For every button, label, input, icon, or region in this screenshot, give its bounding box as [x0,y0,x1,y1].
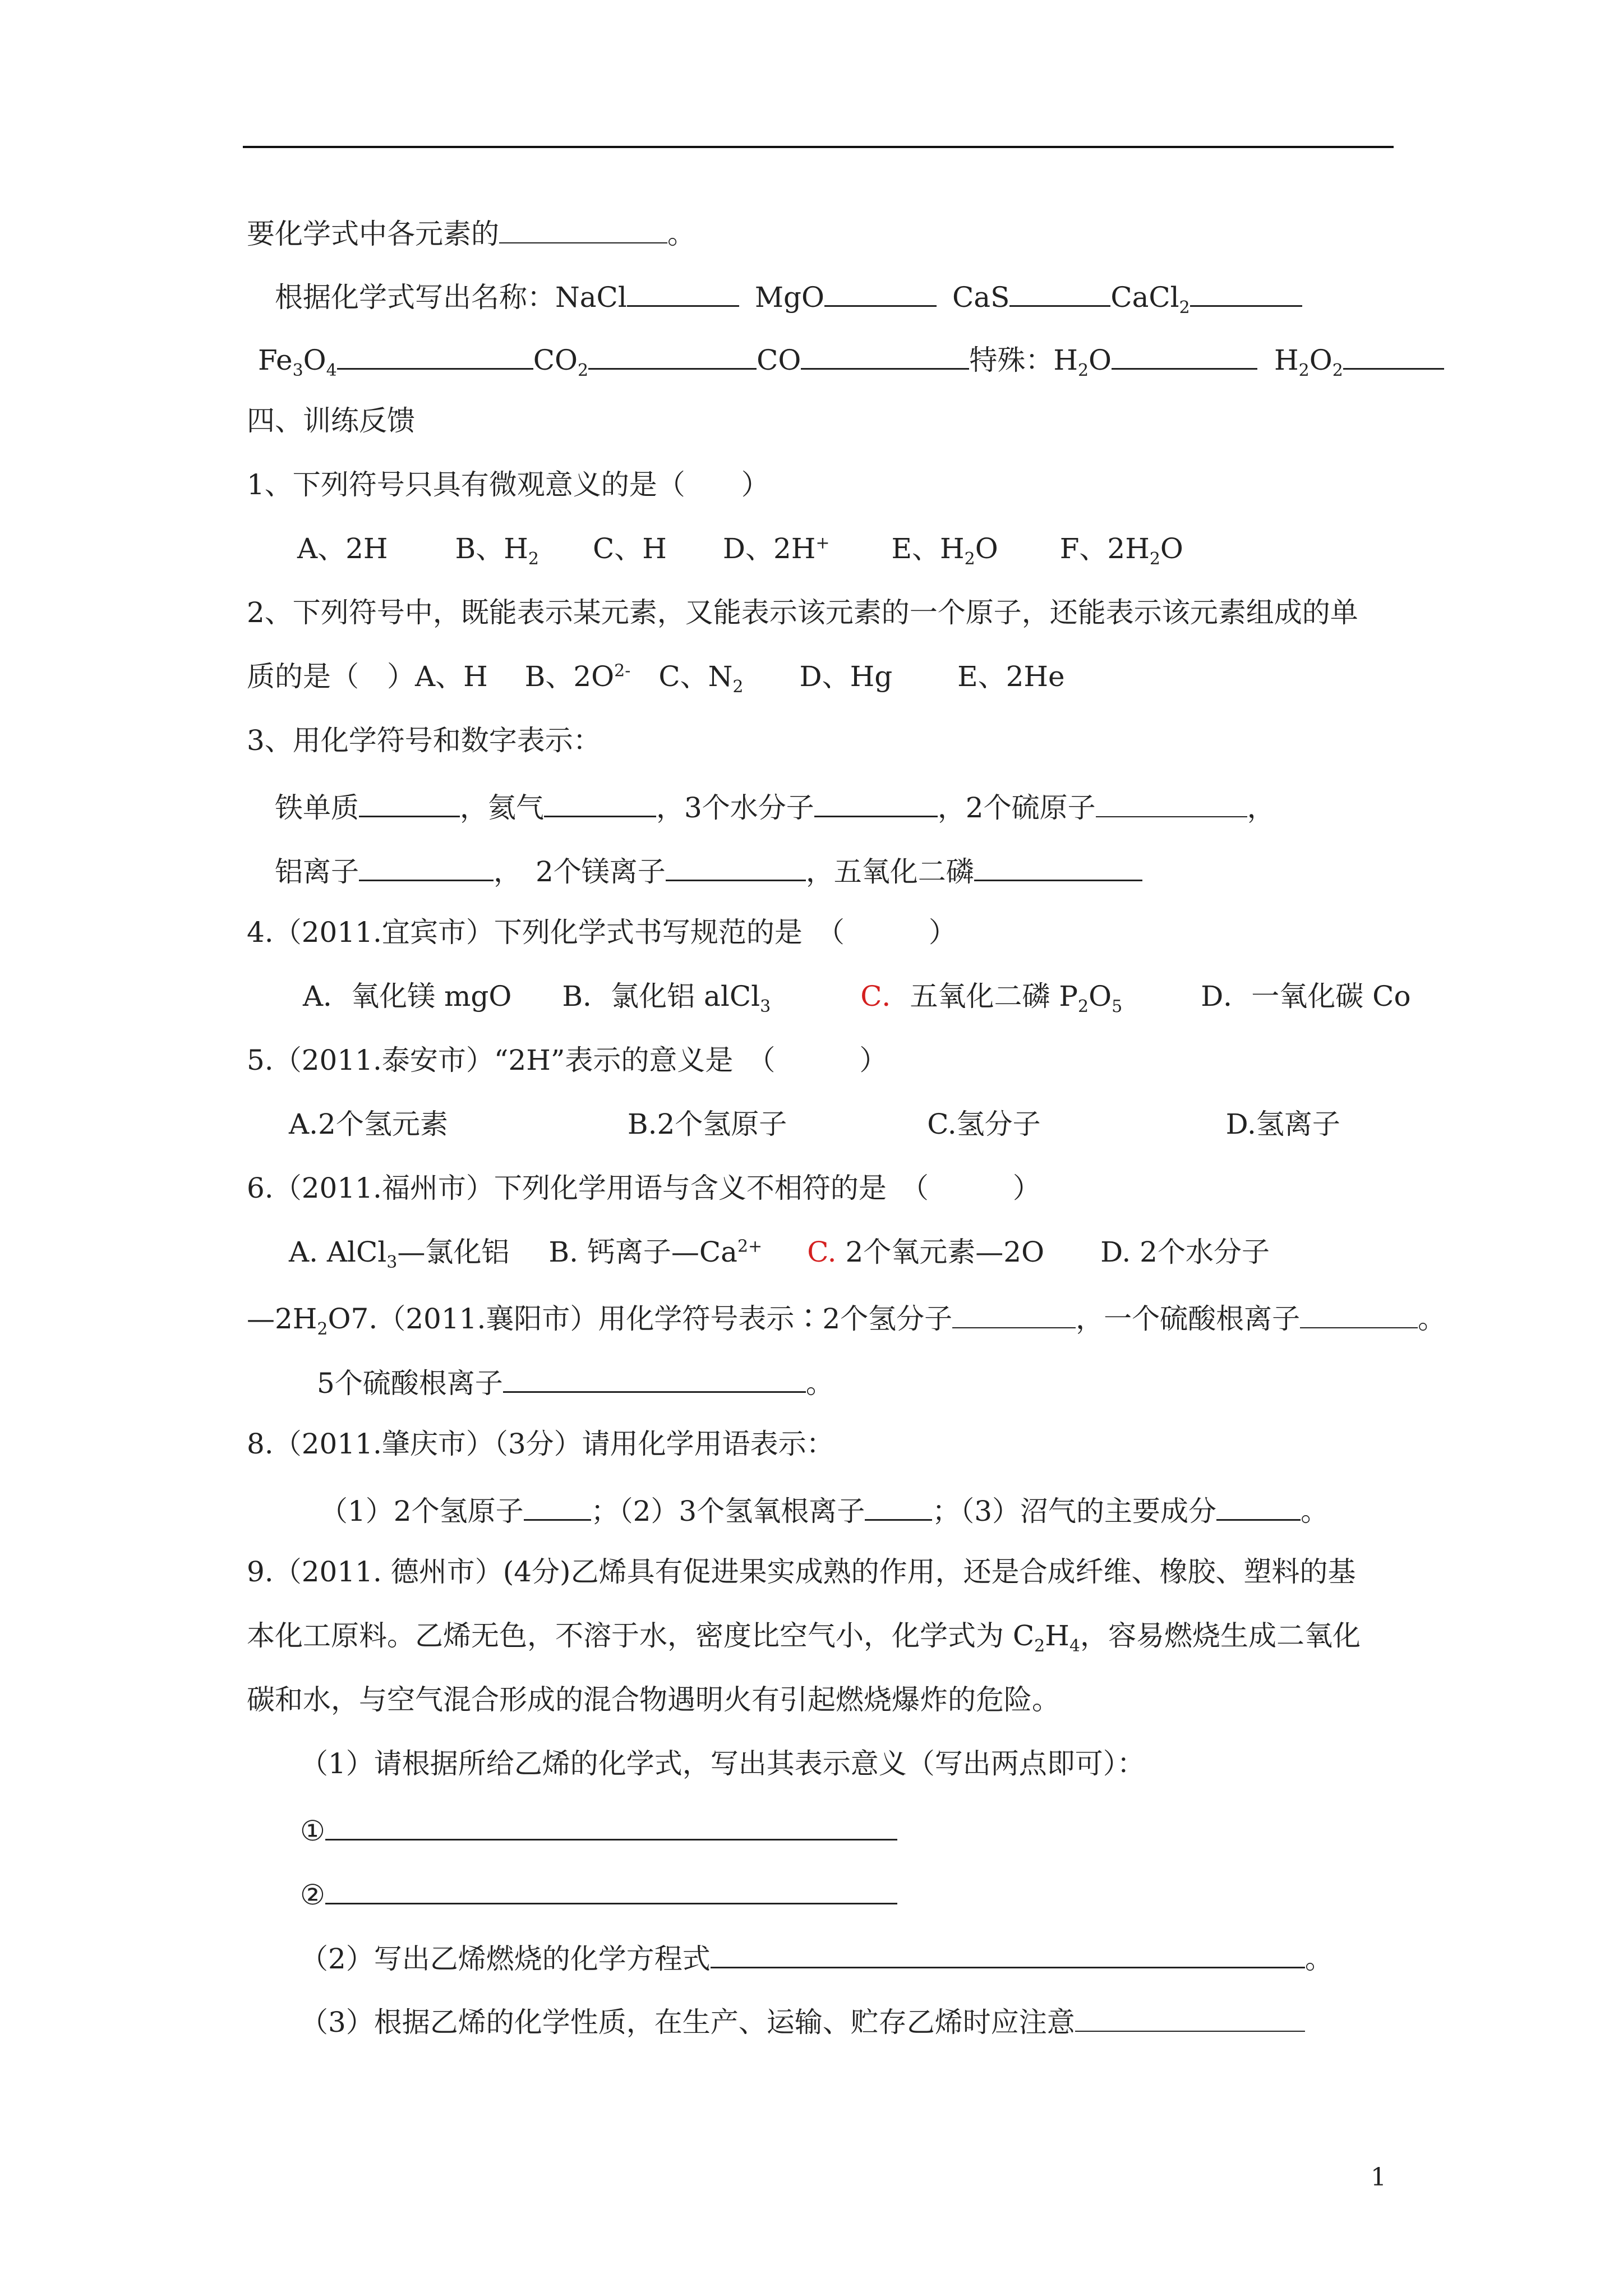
answer-blank[interactable] [627,276,739,307]
question-4-options: A．氧化镁 mgO B．氯化铝 alCl$_3$ C．五氧化二磷 $P_2O_5$ D．一氧化碳 Co [303,980,1411,1016]
question-7-line: $—2H_2O7.(2011$.襄阳市）用化学符号表示∶2个氢分子 ，一个硫酸根离子 。 [247,1298,1446,1334]
question-9-line-2: 本化工原料。乙烯无色，不溶于水，密度比空气小，化学式为 $C_2H_4$，容易燃烧生成二氧化 [247,1619,1361,1656]
answer-blank[interactable] [801,339,969,370]
answer-blank[interactable] [588,339,757,370]
answer-blank[interactable] [325,1810,897,1841]
answer-blank[interactable] [1009,276,1110,307]
answer-blank[interactable] [711,1938,1305,1968]
question-3-line-1: 铁单质 ，氦气 ，3个水分子 ，2个硫原子 ， [275,786,1275,822]
answer-blank[interactable] [524,1490,591,1521]
answer-blank[interactable] [359,786,460,817]
question-5-stem: 5.（2011.泰安市）“2H”表示的意义是 （ ） [247,1044,888,1076]
answer-blank[interactable] [1300,1298,1418,1328]
answer-blank[interactable] [1112,339,1257,370]
question-2-stem: 2、下列符号中，既能表示某元素，又能表示该元素的一个原子，还能表示该元素组成的单 [247,596,1358,629]
question-1-options: A、2H B、$H_2$ C、H D、2H+ E、$H_2O$ F、$2H_2O$ [297,532,1183,569]
section-title: 四、训练反馈 [247,404,415,437]
answer-blank[interactable] [974,850,1142,881]
question-6-options: A. AlCl$_3$—氯化铝 B. 钙离子$—Ca^{2+}$ C. 2个氧元素—2O D. 2个水分子 [289,1236,1270,1272]
answer-blank[interactable] [1075,2001,1305,2032]
question-8-stem: 8.（2011.肇庆市）（3分）请用化学用语表示： [247,1428,834,1460]
question-9-answer-2: ② [300,1874,897,1910]
question-5-options: A.2个氢元素 B.2个氢原子 C.氢分子 D.氢离子 [289,1108,1340,1140]
answer-blank[interactable] [952,1298,1076,1328]
question-8-parts: （1）2个氢原子 ；（2）3个氢氧根离子 ；（3）沼气的主要成分 。 [320,1490,1329,1526]
top-line: 要化学式中各元素的 。 [247,213,695,249]
answer-blank[interactable] [1343,339,1444,370]
header-rule [243,146,1394,148]
answer-blank[interactable] [824,276,937,307]
answer-blank[interactable] [544,786,656,817]
question-6-stem: 6.（2011.福州市）下列化学用语与含义不相符的是 （ ） [247,1172,1041,1204]
question-9-part-2: （2）写出乙烯燃烧的化学方程式 。 [300,1938,1333,1973]
question-3-line-2: 铝离子 ， 2个镁离子 ，五氧化二磷 [275,850,1142,886]
question-7-line-2: 5个硫酸根离子 。 [317,1362,834,1398]
question-9-line-3: 碳和水，与空气混合形成的混合物遇明火有引起燃烧爆炸的危险。 [247,1683,1060,1716]
question-9-part-1: （1）请根据所给乙烯的化学式，写出其表示意义（写出两点即可）： [300,1747,1145,1780]
question-9-part-3: （3）根据乙烯的化学性质，在生产、运输、贮存乙烯时应注意 [300,2001,1305,2037]
answer-blank[interactable] [814,786,938,817]
answer-blank[interactable] [1216,1490,1301,1521]
question-2-options: 质的是（ ）A、H B、$2O^{2-}$ C、$N_2$ D、Hg E、2He [247,660,1065,697]
answer-blank[interactable] [359,850,494,881]
names-line-2: $Fe_3O_4$ $CO_2$ CO 特殊：$H_2O$ $H_2O_2$ [258,339,1444,375]
question-1-stem: 1、下列符号只具有微观意义的是（ ） [247,468,769,501]
answer-blank[interactable] [325,1874,897,1904]
page-number: 1 [1371,2163,1386,2192]
answer-blank[interactable] [666,850,806,881]
question-3-stem: 3、用化学符号和数字表示： [247,724,601,757]
question-9-answer-1: ① [300,1810,897,1846]
names-line: 根据化学式写出名称：NaCl MgO CaS CaCl$_2$ [275,276,1302,312]
answer-blank[interactable] [865,1490,932,1521]
question-9-stem: 9.（2011. 德州市）(4分)乙烯具有促进果实成熟的作用，还是合成纤维、橡胶、塑料的基 [247,1556,1356,1588]
answer-blank[interactable] [499,213,667,243]
question-4-stem: 4.（2011.宜宾市）下列化学式书写规范的是 （ ） [247,916,957,949]
answer-blank[interactable] [503,1362,806,1393]
answer-blank[interactable] [337,339,533,370]
text: 要化学式中各元素的 [247,218,499,250]
answer-blank[interactable] [1096,787,1247,817]
answer-blank[interactable] [1190,276,1302,307]
